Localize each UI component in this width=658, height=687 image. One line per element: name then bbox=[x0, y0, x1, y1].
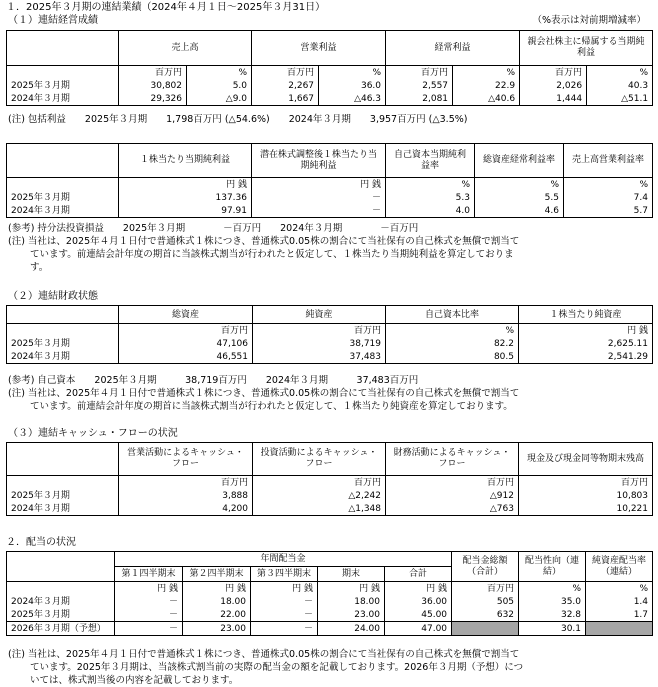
unit: 円 銭 bbox=[115, 582, 183, 596]
equity-method-ref: (参考) 持分法投資損益 2025年３月期 －百万円 2024年３月期 －百万円 bbox=[8, 223, 419, 234]
cell: 80.5 bbox=[386, 350, 519, 364]
cell: 2,557 bbox=[386, 79, 453, 92]
header-q3: 第３四半期末 bbox=[251, 567, 318, 582]
cell-shaded bbox=[586, 622, 653, 636]
table-row bbox=[7, 204, 653, 218]
cell: 1.4 bbox=[586, 595, 653, 608]
cell: － bbox=[251, 608, 318, 622]
cell: 36.0 bbox=[319, 79, 386, 92]
cell: 35.0 bbox=[519, 595, 586, 608]
cell: 5.0 bbox=[187, 79, 252, 92]
unit: 百万円 bbox=[252, 66, 319, 80]
section3-heading: （３）連結キャッシュ・フローの状況 bbox=[8, 428, 178, 439]
cell: 10,221 bbox=[519, 502, 653, 516]
unit: 円 銭 bbox=[183, 582, 251, 596]
corner-cell bbox=[7, 552, 115, 582]
comprehensive-income-note: (注) 包括利益 2025年３月期 1,798百万円 (△54.6%) 2024年３月期 3,957百万円 (△3.5%) bbox=[8, 114, 468, 125]
row-label: 2025年３月期 bbox=[7, 337, 119, 350]
financial-position-table bbox=[6, 305, 653, 364]
table-row bbox=[7, 489, 653, 502]
cell: 2,541.29 bbox=[519, 350, 653, 364]
header-doe: 純資産配当率（連結） bbox=[586, 552, 653, 582]
header-operating-profit: 営業利益 bbox=[252, 31, 386, 66]
dividends-table bbox=[6, 551, 653, 636]
header-operating-cf: 営業活動によるキャッシュ・フロー bbox=[119, 443, 253, 476]
cell: △2,242 bbox=[253, 489, 386, 502]
eps-note-line3: す。 bbox=[8, 262, 49, 273]
cell: 30,802 bbox=[119, 79, 187, 92]
header-sales: 売上高 bbox=[119, 31, 252, 66]
cell: － bbox=[252, 191, 386, 204]
table-row bbox=[7, 79, 653, 92]
cell: 38,719 bbox=[253, 337, 386, 350]
unit: % bbox=[187, 66, 252, 80]
cell: △40.6 bbox=[453, 92, 520, 106]
header-bps: １株当たり純資産 bbox=[519, 306, 653, 324]
cell: 30.1 bbox=[519, 622, 586, 636]
cell: － bbox=[115, 608, 183, 622]
annual-dividend-header: 年間配当金 bbox=[115, 552, 452, 567]
table-row bbox=[7, 337, 653, 350]
table-row bbox=[7, 595, 653, 608]
row-label: 2025年３月期 bbox=[7, 79, 119, 92]
unit: % bbox=[475, 178, 564, 192]
unit: % bbox=[519, 582, 586, 596]
unit: 百万円 bbox=[119, 66, 187, 80]
unit: % bbox=[453, 66, 520, 80]
cell: 2,267 bbox=[252, 79, 319, 92]
header-equity-ratio: 自己資本比率 bbox=[386, 306, 519, 324]
header-cash-balance: 現金及び現金同等物期末残高 bbox=[519, 443, 653, 476]
cell: 23.00 bbox=[318, 608, 385, 622]
unit: % bbox=[586, 582, 653, 596]
cell: 22.00 bbox=[183, 608, 251, 622]
unit: 円 銭 bbox=[318, 582, 385, 596]
header-total: 合計 bbox=[385, 567, 452, 582]
dividends-heading: ２．配当の状況 bbox=[6, 537, 76, 548]
unit: 百万円 bbox=[253, 476, 386, 490]
cell: 97.91 bbox=[119, 204, 252, 218]
unit: 百万円 bbox=[119, 324, 253, 338]
cell: 23.00 bbox=[183, 622, 251, 636]
bps-note-line1: (注) 当社は、2025年４月１日付で普通株式１株につき、普通株式0.05株の割合にて当社保有の自己株式を無償で割当て bbox=[8, 388, 520, 399]
header-total-dividends: 配当金総額（合計） bbox=[452, 552, 519, 582]
header-q2: 第２四半期末 bbox=[183, 567, 251, 582]
unit: % bbox=[386, 178, 475, 192]
table-row bbox=[7, 608, 653, 622]
row-label: 2024年３月期 bbox=[7, 502, 119, 516]
unit: 百万円 bbox=[519, 476, 653, 490]
unit: 百万円 bbox=[520, 66, 587, 80]
cash-flow-table bbox=[6, 442, 653, 516]
eps-note-line2: ています。前連結会計年度の期首に当該株式割当が行われたと仮定して、１株当たり当期純利益を算定しておりま bbox=[8, 249, 514, 260]
cell: 4,200 bbox=[119, 502, 253, 516]
cell: 4.6 bbox=[475, 204, 564, 218]
row-label: 2024年３月期 bbox=[7, 92, 119, 106]
corner-cell bbox=[7, 443, 119, 476]
header-eps: １株当たり当期純利益 bbox=[119, 144, 252, 178]
cell: 10,803 bbox=[519, 489, 653, 502]
unit-label bbox=[7, 476, 119, 490]
section1-note-right: （%表示は対前期増減率） bbox=[532, 15, 646, 26]
corner-cell bbox=[7, 144, 119, 178]
header-payout-ratio: 配当性向（連結） bbox=[519, 552, 586, 582]
unit: % bbox=[386, 324, 519, 338]
unit: 百万円 bbox=[386, 66, 453, 80]
bps-note-line2: ています。前連結会計年度の期首に当該株式割当が行われたと仮定して、１株当たり純資産を算定しております。 bbox=[8, 401, 513, 412]
cell: － bbox=[251, 622, 318, 636]
cell: 632 bbox=[452, 608, 519, 622]
table-row bbox=[7, 502, 653, 516]
cell: 45.00 bbox=[385, 608, 452, 622]
unit: % bbox=[587, 66, 653, 80]
cell: 5.7 bbox=[564, 204, 653, 218]
cell: 5.3 bbox=[386, 191, 475, 204]
operating-results-table bbox=[6, 30, 653, 106]
cell: △51.1 bbox=[587, 92, 653, 106]
header-operating-margin: 売上高営業利益率 bbox=[564, 144, 653, 178]
cell-shaded bbox=[452, 622, 519, 636]
cell: 18.00 bbox=[183, 595, 251, 608]
cell: △912 bbox=[386, 489, 519, 502]
unit: 円 銭 bbox=[519, 324, 653, 338]
header-ordinary-profit: 経常利益 bbox=[386, 31, 520, 66]
cell: － bbox=[251, 595, 318, 608]
cell: 36.00 bbox=[385, 595, 452, 608]
header-q1: 第１四半期末 bbox=[115, 567, 183, 582]
cell: 37,483 bbox=[253, 350, 386, 364]
header-roa: 総資産経常利益率 bbox=[475, 144, 564, 178]
cell: △763 bbox=[386, 502, 519, 516]
cell: 137.36 bbox=[119, 191, 252, 204]
unit: % bbox=[564, 178, 653, 192]
cell: 32.8 bbox=[519, 608, 586, 622]
cell: 24.00 bbox=[318, 622, 385, 636]
unit: 百万円 bbox=[119, 476, 253, 490]
unit: 百万円 bbox=[253, 324, 386, 338]
section2-heading: （２）連結財政状態 bbox=[8, 291, 98, 302]
table-row-forecast bbox=[7, 622, 653, 636]
unit: 百万円 bbox=[452, 582, 519, 596]
header-roe: 自己資本当期純利益率 bbox=[386, 144, 475, 178]
header-diluted-eps: 潜在株式調整後１株当たり当期純利益 bbox=[252, 144, 386, 178]
row-label: 2025年３月期 bbox=[7, 608, 115, 622]
cell: 47,106 bbox=[119, 337, 253, 350]
cell: △1,348 bbox=[253, 502, 386, 516]
cell: 46,551 bbox=[119, 350, 253, 364]
cell: 1,667 bbox=[252, 92, 319, 106]
unit: 円 銭 bbox=[385, 582, 452, 596]
row-label: 2026年３月期（予想） bbox=[7, 622, 115, 636]
dividend-note-line3: いては、株式割当後の内容を記載しております。 bbox=[8, 675, 239, 686]
unit-label bbox=[7, 178, 119, 192]
eps-note-line1: (注) 当社は、2025年４月１日付で普通株式１株につき、普通株式0.05株の割合にて当社保有の自己株式を無償で割当て bbox=[8, 236, 520, 247]
cell: － bbox=[115, 595, 183, 608]
cell: 1.7 bbox=[586, 608, 653, 622]
corner-cell bbox=[7, 31, 119, 66]
cell: 2,625.11 bbox=[519, 337, 653, 350]
cell: 2,026 bbox=[520, 79, 587, 92]
header-total-assets: 総資産 bbox=[119, 306, 253, 324]
cell: 40.3 bbox=[587, 79, 653, 92]
per-share-table bbox=[6, 143, 653, 218]
cell: 3,888 bbox=[119, 489, 253, 502]
header-net-assets: 純資産 bbox=[253, 306, 386, 324]
unit: 円 銭 bbox=[251, 582, 318, 596]
cell: 2,081 bbox=[386, 92, 453, 106]
dividend-note-line2: ています。2025年３月期は、当該株式割当前の実際の配当金の額を記載しております。2026年３月期（予想）につ bbox=[8, 662, 524, 673]
cell: 82.2 bbox=[386, 337, 519, 350]
unit: % bbox=[319, 66, 386, 80]
table-row bbox=[7, 191, 653, 204]
unit: 円 銭 bbox=[119, 178, 252, 192]
equity-ref: (参考) 自己資本 2025年３月期 38,719百万円 2024年３月期 37,483百万円 bbox=[8, 375, 419, 386]
row-label: 2025年３月期 bbox=[7, 191, 119, 204]
header-net-income: 親会社株主に帰属する当期純利益 bbox=[520, 31, 653, 66]
header-investing-cf: 投資活動によるキャッシュ・フロー bbox=[253, 443, 386, 476]
unit-label bbox=[7, 66, 119, 80]
cell: 22.9 bbox=[453, 79, 520, 92]
cell: 7.4 bbox=[564, 191, 653, 204]
main-title: １．2025年３月期の連結業績（2024年４月１日～2025年３月31日） bbox=[6, 2, 326, 13]
unit: 百万円 bbox=[386, 476, 519, 490]
unit-label bbox=[7, 582, 115, 596]
header-financing-cf: 財務活動によるキャッシュ・フロー bbox=[386, 443, 519, 476]
cell: △46.3 bbox=[319, 92, 386, 106]
section1-heading: （１）連結経営成績 bbox=[8, 15, 98, 26]
table-row bbox=[7, 350, 653, 364]
dividend-note-line1: (注) 当社は、2025年４月１日付で普通株式１株につき、普通株式0.05株の割合にて当社保有の自己株式を無償で割当て bbox=[8, 649, 520, 660]
cell: 5.5 bbox=[475, 191, 564, 204]
header-year-end: 期末 bbox=[318, 567, 385, 582]
row-label: 2024年３月期 bbox=[7, 350, 119, 364]
cell: △9.0 bbox=[187, 92, 252, 106]
row-label: 2025年３月期 bbox=[7, 489, 119, 502]
cell: 29,326 bbox=[119, 92, 187, 106]
cell: 1,444 bbox=[520, 92, 587, 106]
row-label: 2024年３月期 bbox=[7, 595, 115, 608]
cell: 505 bbox=[452, 595, 519, 608]
row-label: 2024年３月期 bbox=[7, 204, 119, 218]
cell: － bbox=[252, 204, 386, 218]
corner-cell bbox=[7, 306, 119, 324]
cell: 18.00 bbox=[318, 595, 385, 608]
cell: 4.0 bbox=[386, 204, 475, 218]
table-row bbox=[7, 92, 653, 106]
cell: － bbox=[115, 622, 183, 636]
unit-label bbox=[7, 324, 119, 338]
cell: 47.00 bbox=[385, 622, 452, 636]
unit: 円 銭 bbox=[252, 178, 386, 192]
